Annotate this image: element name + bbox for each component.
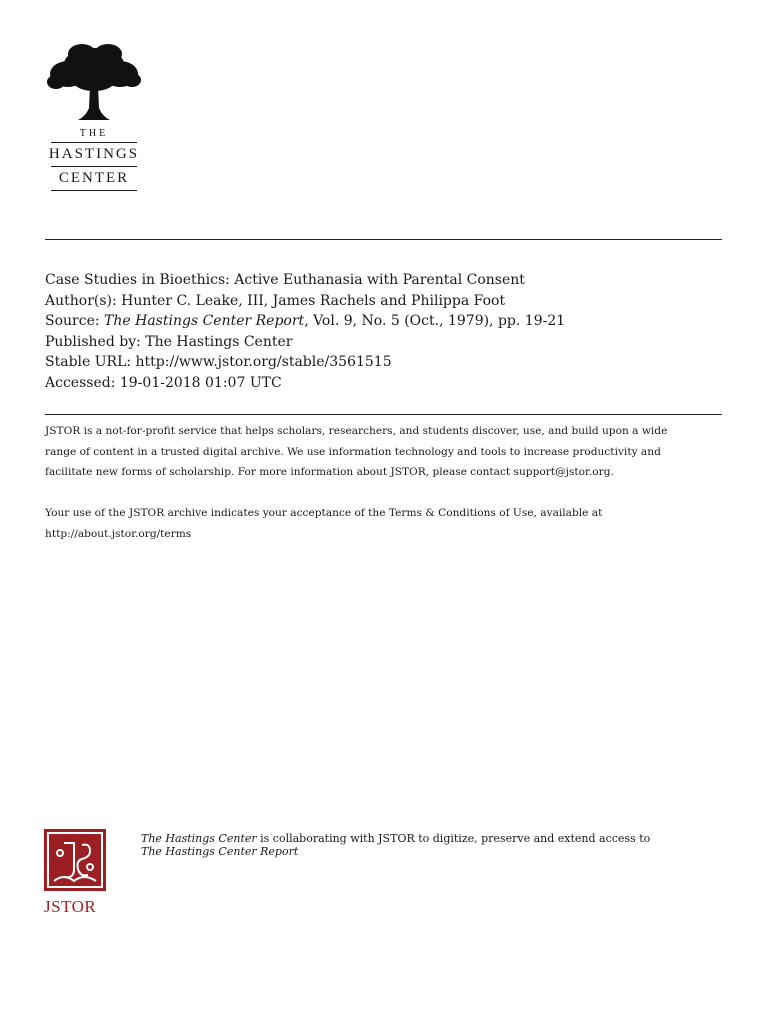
notice-line: facilitate new forms of scholarship. For more information about JSTOR, please contact support@jstor.org. bbox=[45, 466, 614, 478]
source-journal: The Hastings Center Report bbox=[104, 313, 305, 329]
source-label: Source: bbox=[45, 313, 105, 329]
logo-divider bbox=[51, 190, 137, 191]
article-title: Case Studies in Bioethics: Active Euthanasia with Parental Consent bbox=[45, 272, 525, 288]
terms-link[interactable]: http://about.jstor.org/terms bbox=[45, 527, 192, 540]
terms-line: Your use of the JSTOR archive indicates your acceptance of the Terms & Conditions of Use, available at bbox=[45, 507, 603, 519]
jstor-logo bbox=[44, 829, 108, 917]
logo-the-text: THE bbox=[79, 128, 109, 139]
article-stable-url[interactable]: Stable URL: http://www.jstor.org/stable/3561515 bbox=[45, 354, 392, 370]
article-publisher: Published by: The Hastings Center bbox=[45, 333, 293, 350]
logo-name-line2: CENTER bbox=[58, 170, 130, 186]
jstor-emblem-icon bbox=[44, 829, 106, 891]
collab-journal: The Hastings Center Report bbox=[141, 845, 299, 858]
middle-divider bbox=[45, 414, 722, 415]
hastings-center-logo bbox=[44, 42, 144, 193]
logo-name-line1: HASTINGS bbox=[48, 146, 140, 162]
notice-line: JSTOR is a not-for-profit service that helps scholars, researchers, and students discover, use, and build upon a wide bbox=[45, 425, 668, 437]
article-metadata bbox=[45, 270, 565, 393]
logo-divider bbox=[51, 142, 137, 143]
top-divider bbox=[45, 239, 722, 240]
tree-icon bbox=[46, 42, 142, 122]
article-accessed: Accessed: 19-01-2018 01:07 UTC bbox=[45, 374, 282, 391]
logo-divider bbox=[51, 166, 137, 167]
jstor-wordmark: JSTOR bbox=[44, 897, 97, 916]
collaboration-statement bbox=[141, 832, 650, 858]
jstor-notice bbox=[45, 421, 725, 483]
article-source bbox=[45, 311, 565, 332]
collab-name: The Hastings Center bbox=[141, 832, 257, 845]
terms-notice bbox=[45, 503, 725, 544]
source-details: , Vol. 9, No. 5 (Oct., 1979), pp. 19-21 bbox=[304, 313, 566, 329]
article-authors: Author(s): Hunter C. Leake, III, James Rachels and Philippa Foot bbox=[45, 292, 506, 309]
notice-line: range of content in a trusted digital archive. We use information technology and tools to increase productivity and bbox=[45, 445, 661, 458]
collab-text: is collaborating with JSTOR to digitize, preserve and extend access to bbox=[256, 832, 651, 845]
